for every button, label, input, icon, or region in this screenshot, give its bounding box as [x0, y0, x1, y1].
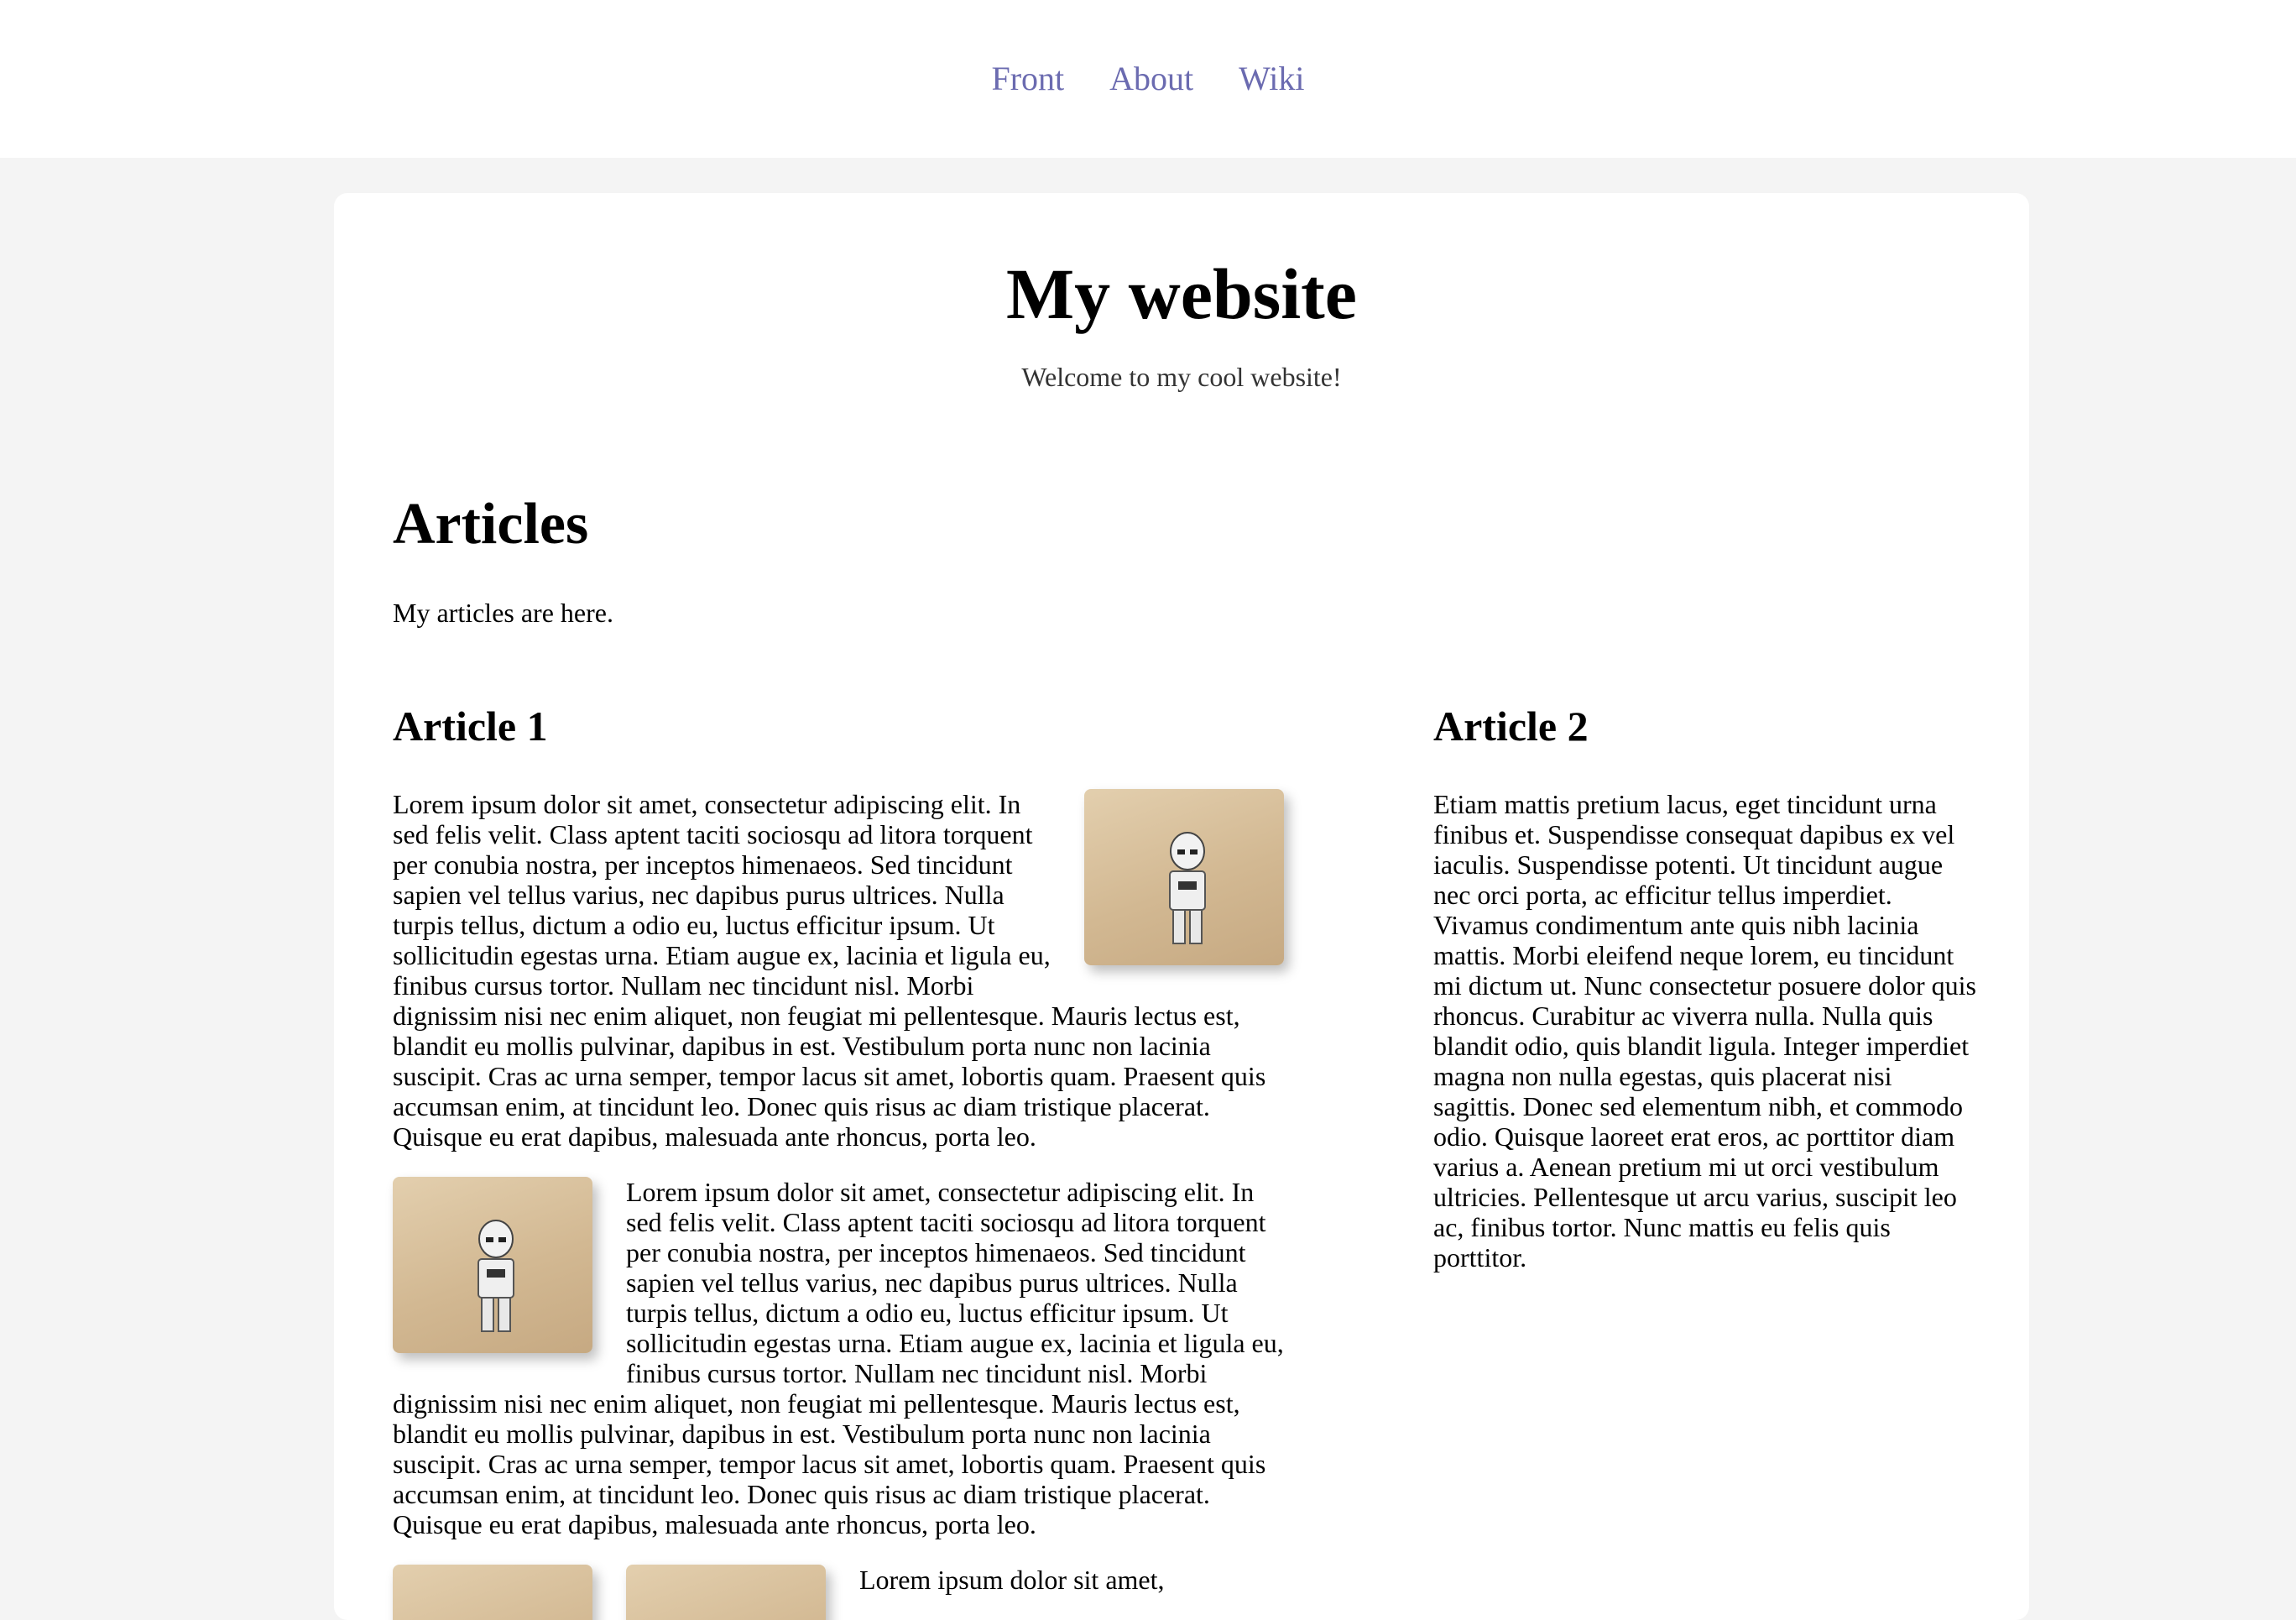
article-paragraph: Lorem ipsum dolor sit amet, [859, 1565, 1165, 1595]
stormtrooper-image [393, 1565, 592, 1620]
nav-link-front[interactable]: Front [991, 60, 1065, 97]
nav-link-wiki[interactable]: Wiki [1239, 60, 1305, 97]
section-title: Articles [393, 492, 589, 557]
article-title: Article 2 [1433, 703, 1589, 750]
content-card [334, 193, 2029, 1620]
stormtrooper-icon [467, 1219, 525, 1336]
site-tagline: Welcome to my cool website! [1021, 362, 1342, 392]
top-navigation [0, 0, 2296, 158]
stormtrooper-image [1084, 789, 1284, 965]
article-paragraph: Lorem ipsum dolor sit amet, consectetur adipiscing elit. In sed felis velit. Class aptent taciti sociosqu ad litora torquent per conubia nostra, per inceptos himenaeos. Sed tincidunt sapien vel tellus varius, nec dapibus purus ultrices. Nulla turpis tellus, dictum a odio eu, luctus efficitur ipsum. Ut sollicitudin egestas urna. Etiam augue ex, lacinia et ligula eu, finibus cursus tortor. Nullam nec tincidunt nisl. Morbi dignissim nisi nec enim aliquet, non feugiat mi pellentesque. Mauris lectus est, blandit eu mollis pulvinar, dapibus in est. Vestibulum porta nunc non lacinia suscipit. Cras ac urna semper, tempor lacus sit amet, lobortis quam. Praesent quis accumsan enim, at tincidunt leo. Donec quis risus ac diam tristique placerat. Quisque eu erat dapibus, malesuada ante rhoncus, porta leo. [393, 1177, 1284, 1539]
article-title: Article 1 [393, 703, 548, 750]
site-title: My website [1006, 253, 1357, 334]
article-paragraph: Etiam mattis pretium lacus, eget tincidunt urna finibus et. Suspendisse consequat dapibus ex vel iaculis. Suspendisse potenti. Ut tincidunt augue nec orci porta, ac efficitur tellus imperdiet. Vivamus condimentum ante quis nibh lacinia mattis. Morbi eleifend neque lorem, eu tincidunt mi dictum ut. Nunc consectetur posuere dolor quis rhoncus. Curabitur ac viverra nulla. Nulla quis blandit odio, quis blandit ligula. Integer imperdiet magna non nulla egestas, quis placerat nisi sagittis. Donec sed elementum nibh, et commodo odio. Quisque laoreet erat eros, ac porttitor diam varius a. Aenean pretium mi ut orci vestibulum ultricies. Pellentesque ut arcu varius, suscipit leo ac, finibus tortor. Nunc mattis eu felis quis porttitor. [1433, 789, 1976, 1272]
nav-link-about[interactable]: About [1109, 60, 1194, 97]
article-1 [393, 697, 1284, 1620]
nav-links [0, 52, 2296, 106]
article-paragraph: Lorem ipsum dolor sit amet, consectetur adipiscing elit. In sed felis velit. Class aptent taciti sociosqu ad litora torquent per conubia nostra, per inceptos himenaeos. Sed tincidunt sapien vel tellus varius, nec dapibus purus ultrices. Nulla turpis tellus, dictum a odio eu, luctus efficitur ipsum. Ut sollicitudin egestas urna. Etiam augue ex, lacinia et ligula eu, finibus cursus tortor. Nullam nec tincidunt nisl. Morbi dignissim nisi nec enim aliquet, non feugiat mi pellentesque. Mauris lectus est, blandit eu mollis pulvinar, dapibus in est. Vestibulum porta nunc non lacinia suscipit. Cras ac urna semper, tempor lacus sit amet, lobortis quam. Praesent quis accumsan enim, at tincidunt leo. Donec quis risus ac diam tristique placerat. Quisque eu erat dapibus, malesuada ante rhoncus, porta leo. [393, 789, 1266, 1152]
section-description: My articles are here. [393, 598, 613, 628]
article-2 [1433, 697, 1979, 1298]
stormtrooper-image [626, 1565, 826, 1620]
stormtrooper-icon [1158, 831, 1217, 948]
stormtrooper-image [393, 1177, 592, 1353]
